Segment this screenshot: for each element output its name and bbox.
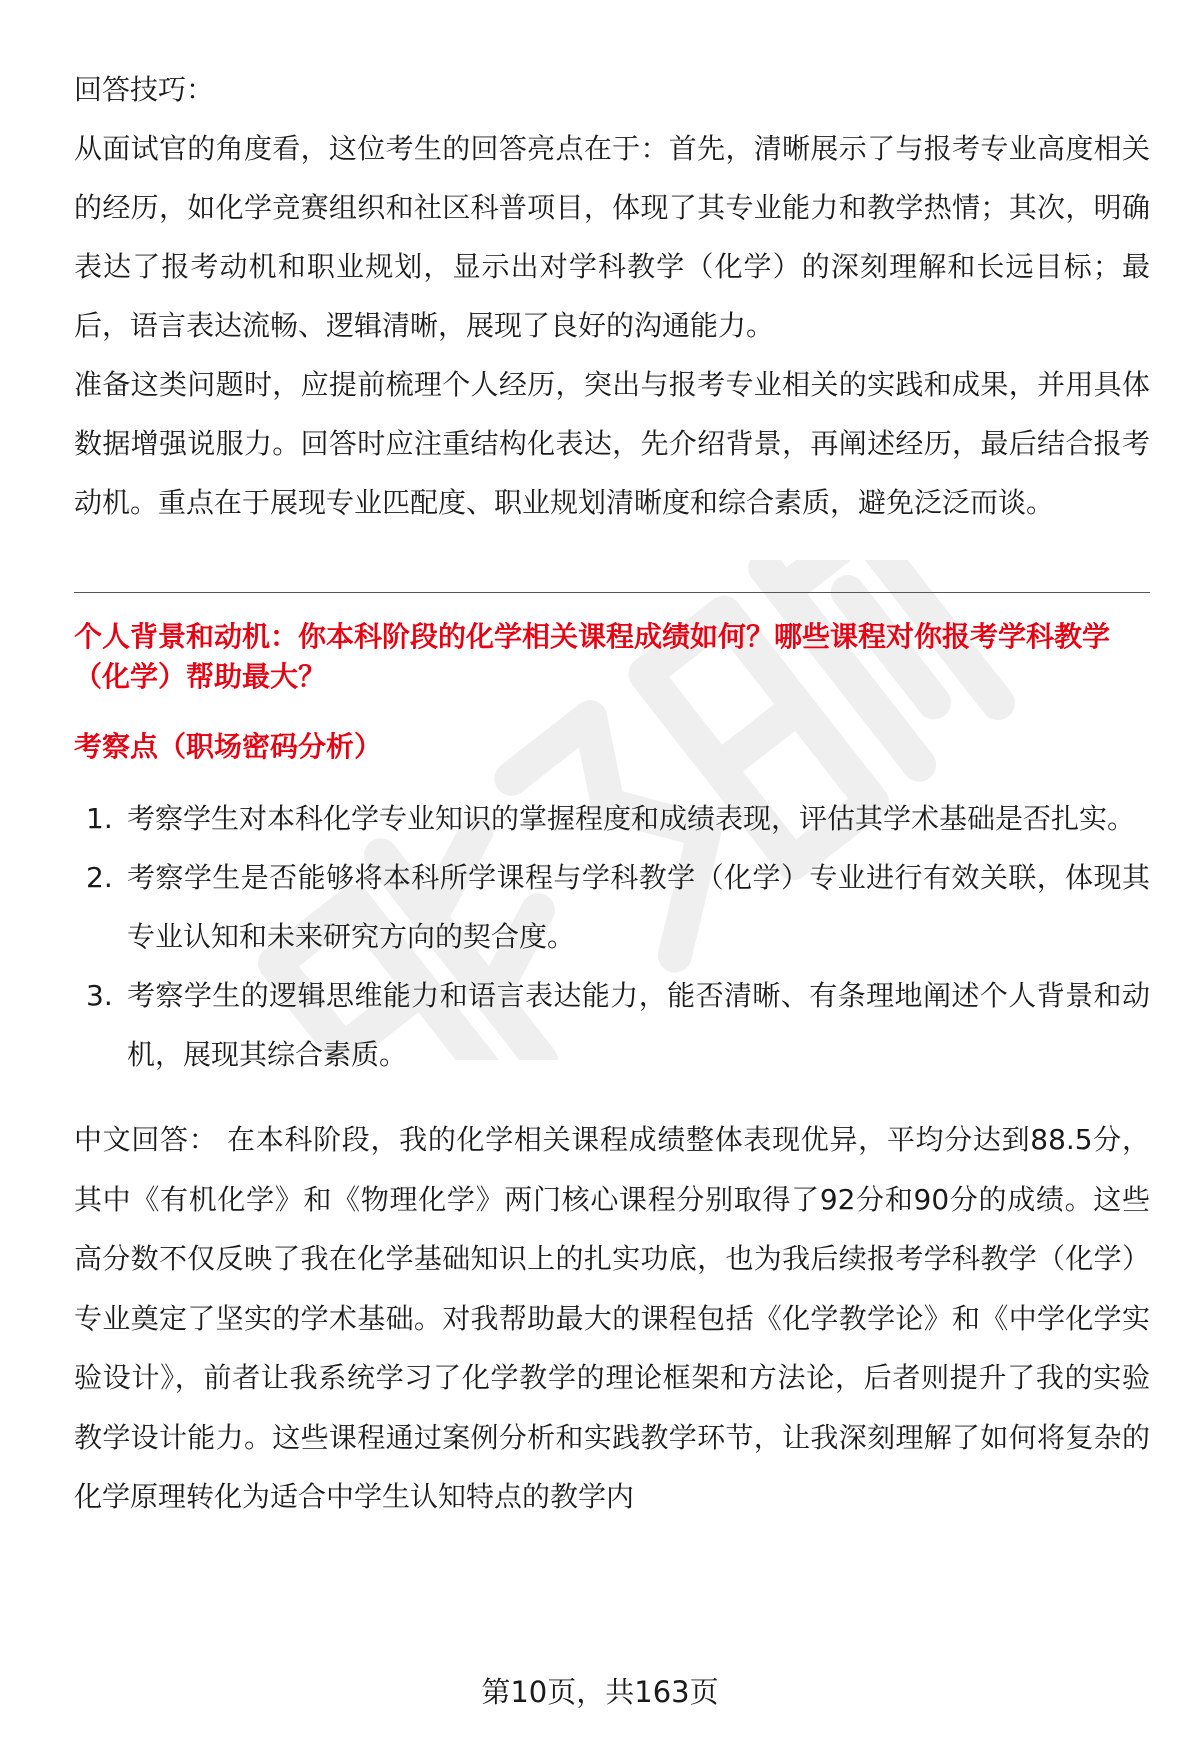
answer-label: 中文回答： [74,1123,218,1156]
main-content [74,60,1150,1527]
question-title: 个人背景和动机：你本科阶段的化学相关课程成绩如何？哪些课程对你报考学科教学（化学）帮助最大？ [74,620,1111,693]
tips-paragraph-1: 从面试官的角度看，这位考生的回答亮点在于：首先，清晰展示了与报考专业高度相关的经历，如化学竞赛组织和社区科普项目，体现了其专业能力和教学热情；其次，明确表达了报考动机和职业规划，显示出对学科教学（化学）的深刻理解和长远目标；最后，语言表达流畅、逻辑清晰，展现了良好的沟通能力。 [74,132,1150,342]
tips-paragraph-2: 准备这类问题时，应提前梳理个人经历，突出与报考专业相关的实践和成果，并用具体数据增强说服力。回答时应注重结构化表达，先介绍背景，再阐述经历，最后结合报考动机。重点在于展现专业匹配度、职业规划清晰度和综合素质，避免泛泛而谈。 [74,368,1150,519]
answer-tips-section [74,60,1150,532]
list-item [74,789,1150,848]
analysis-subheading: 考察点（职场密码分析） [74,730,383,763]
answer-text: 在本科阶段，我的化学相关课程成绩整体表现优异，平均分达到88.5分，其中《有机化学》和《物理化学》两门核心课程分别取得了92分和90分的成绩。这些高分数不仅反映了我在化学基础知识上的扎实功底，也为我后续报考学科教学（化学）专业奠定了坚实的学术基础。对我帮助最大的课程包括《化学教学论》和《中学化学实验设计》，前者让我系统学习了化学教学的理论框架和方法论，后者则提升了我的实验教学设计能力。这些课程通过案例分析和实践教学环节，让我深刻理解了如何将复杂的化学原理转化为适合中学生认知特点的教学内 [74,1123,1150,1513]
list-item-number: 3. [86,979,113,1012]
list-item-text: 考察学生对本科化学专业知识的掌握程度和成绩表现，评估其学术基础是否扎实。 [127,802,1136,835]
tips-heading: 回答技巧： [74,73,215,106]
list-item [74,966,1150,1084]
question-section [74,617,1150,1084]
list-item-number: 1. [86,802,113,835]
analysis-points-list [74,789,1150,1084]
page-number-footer: 第10页，共163页 [481,1675,719,1709]
list-item-text: 考察学生的逻辑思维能力和语言表达能力，能否清晰、有条理地阐述个人背景和动机，展现其综合素质。 [127,979,1150,1071]
chinese-answer-paragraph [74,1110,1150,1527]
list-item-number: 2. [86,861,113,894]
chinese-answer-section [74,1110,1150,1527]
list-item [74,848,1150,966]
list-item-text: 考察学生是否能够将本科所学课程与学科教学（化学）专业进行有效关联，体现其专业认知和未来研究方向的契合度。 [127,861,1150,953]
section-divider [74,592,1150,593]
